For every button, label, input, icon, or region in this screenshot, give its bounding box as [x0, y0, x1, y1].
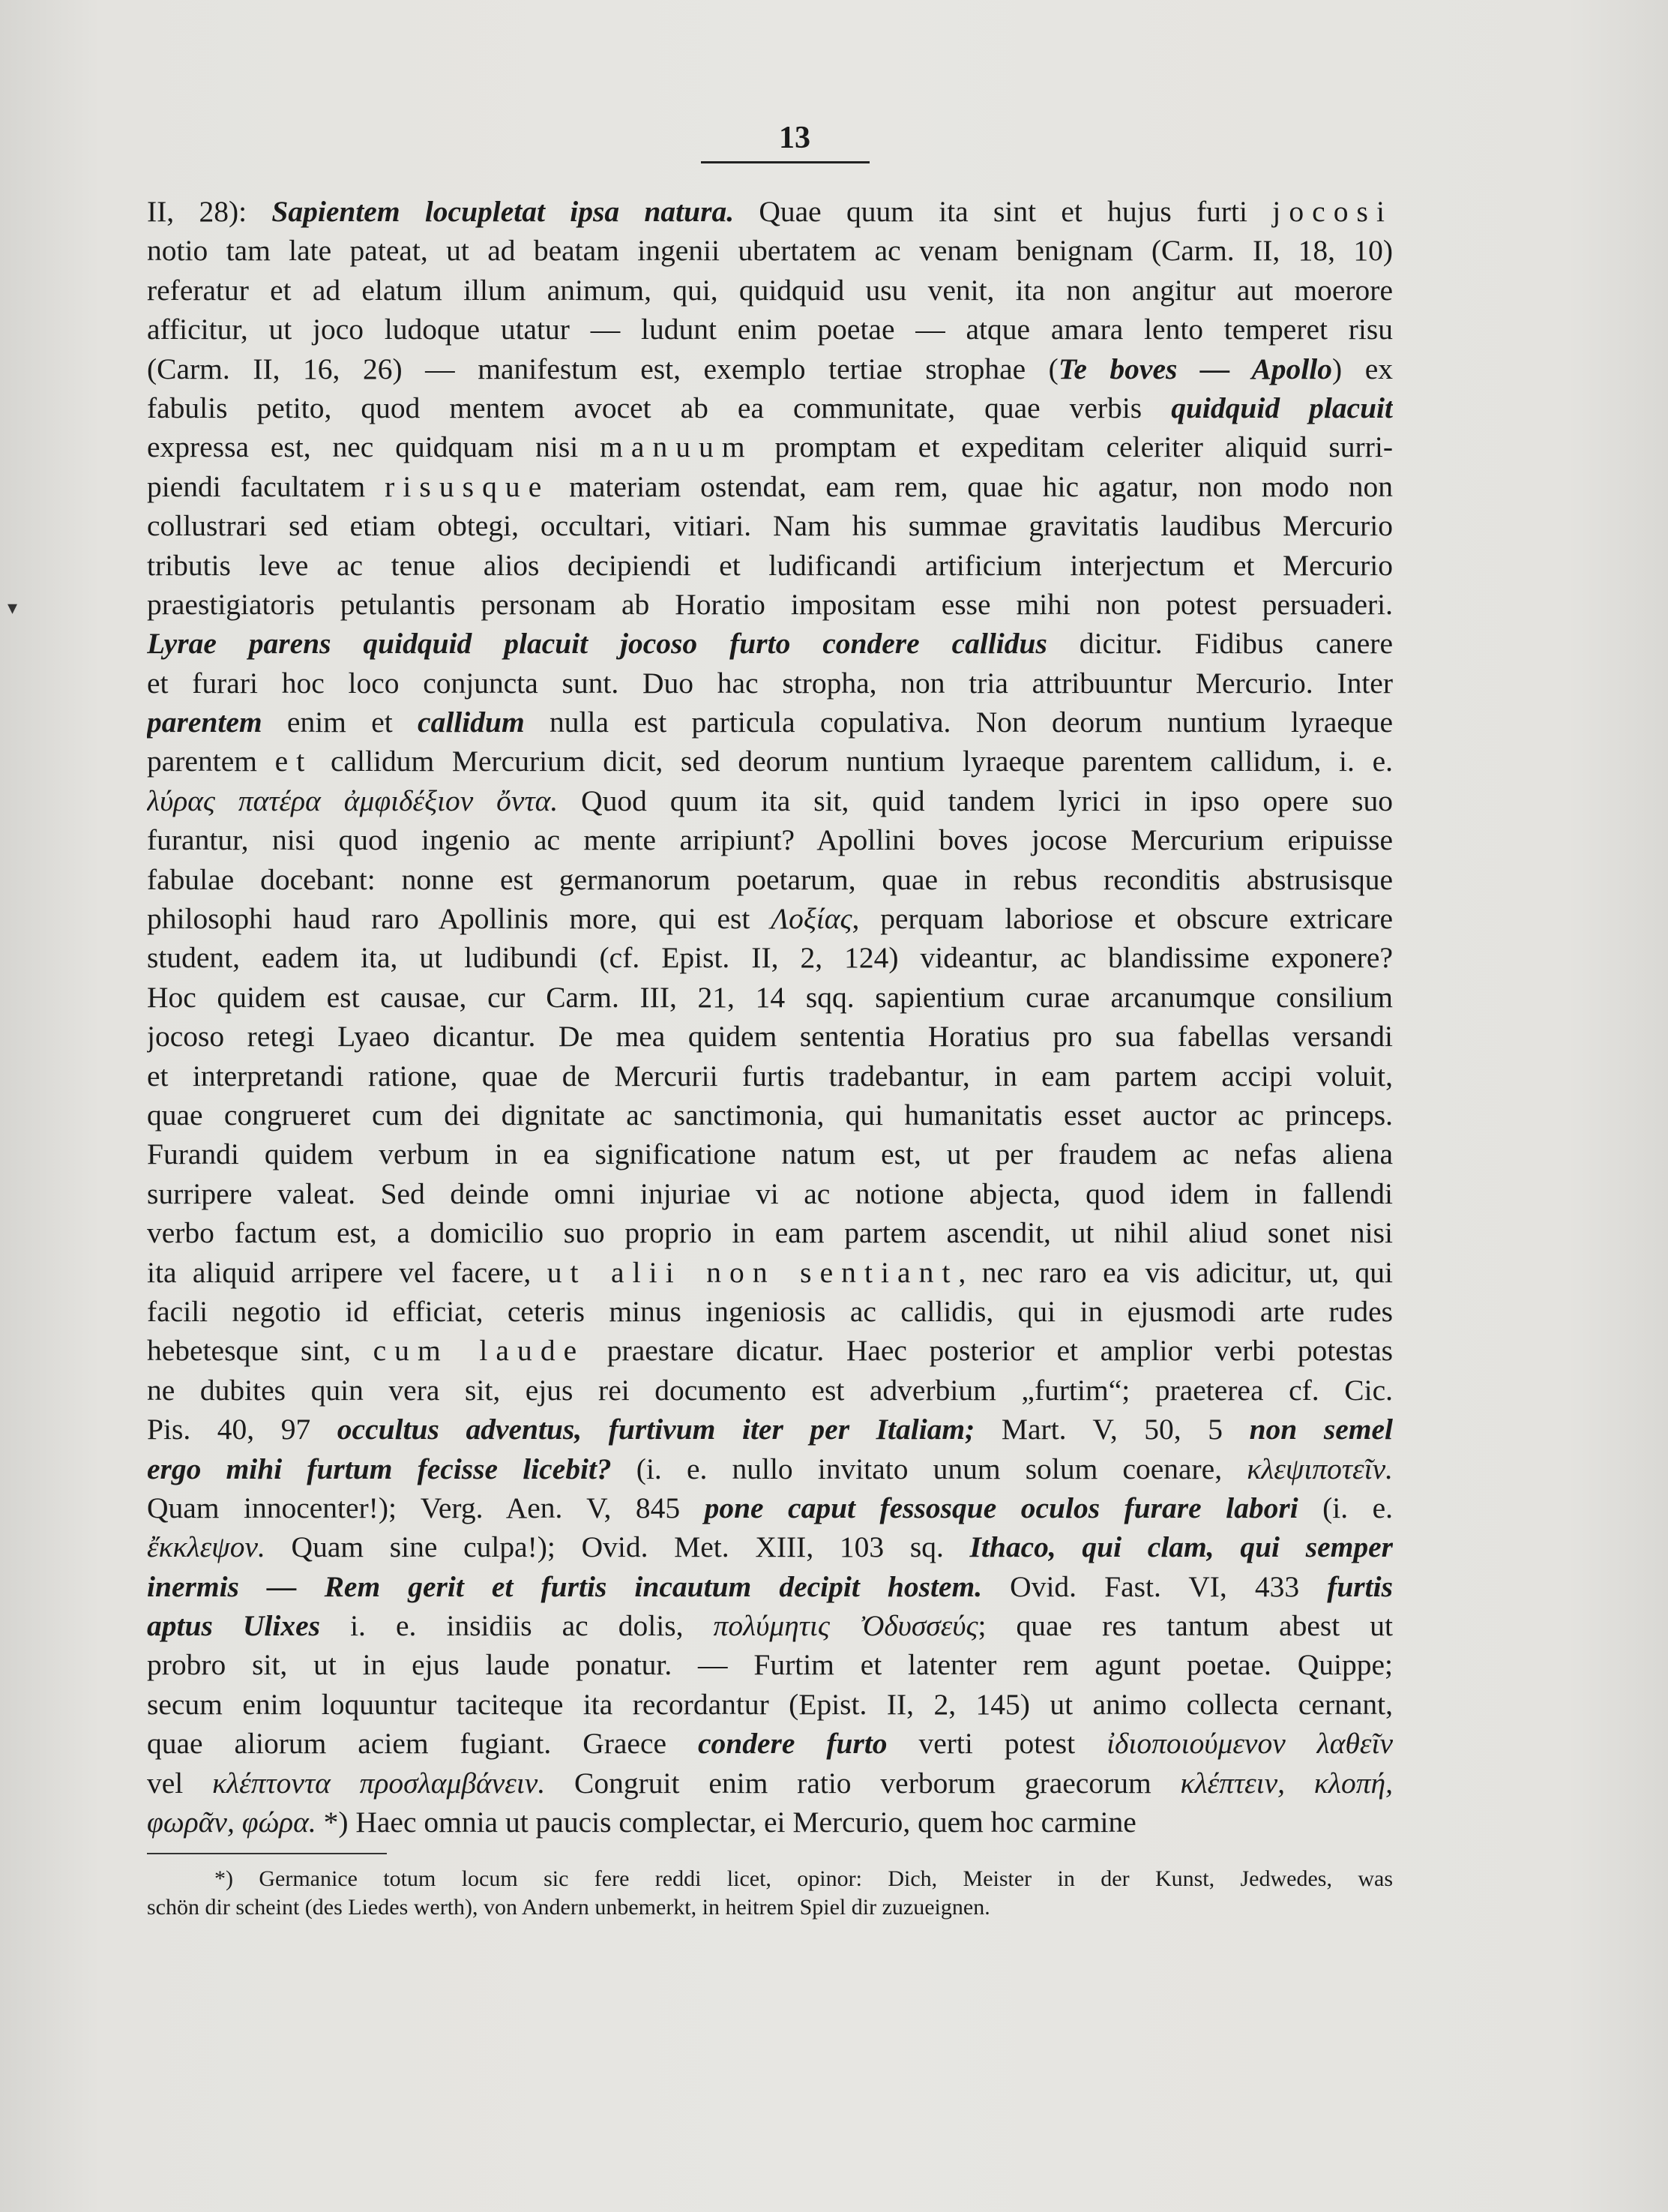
text-run: Furandi quidem verbum in ea significatione natum est, ut per fraudem ac nefas aliena [147, 1137, 1393, 1171]
text-run: II, 28): [147, 195, 272, 228]
text-line [147, 1096, 1393, 1134]
greek-text: λύρας πατέρα ἀμφιδέξιον ὄντα. [147, 784, 558, 817]
text-run: ne dubites quin vera sit, ejus rei documento est adverbium „furtim“; praeterea cf. Cic. [147, 1373, 1393, 1407]
text-line [147, 664, 1393, 703]
text-run: parentem [147, 745, 275, 778]
text-run: Congruit enim ratio verborum graecorum [545, 1766, 1181, 1800]
text-line [147, 1645, 1393, 1684]
emphasized-text: Lyrae parens quidquid placuit jocoso furto condere callidus [147, 627, 1047, 661]
text-line [147, 1724, 1393, 1763]
text-run: ) ex [1332, 352, 1393, 385]
text-line [147, 742, 1393, 781]
text-line [147, 388, 1393, 427]
text-run: collustrari sed etiam obtegi, occultari, vitiari. Nam his summae gravitatis laudibus Mercurio [147, 509, 1393, 543]
text-run: *) Haec omnia ut paucis complectar, ei Mercurio, quem hoc carmine [316, 1806, 1136, 1839]
emphasized-text: aptus Ulixes [147, 1609, 321, 1643]
emphasized-text: Sapientem locupletat ipsa natura. [271, 195, 735, 228]
text-run: Quam sine culpa!); Ovid. Met. XIII, 103 sq. [265, 1530, 970, 1564]
text-run: promptam et expeditam celeriter aliquid surri- [753, 430, 1393, 464]
spaced-text: cum laude [373, 1334, 585, 1368]
text-line [147, 624, 1393, 663]
text-run: , perquam laboriose et obscure extricare [852, 902, 1393, 936]
text-run: secum enim loquuntur taciteque ita recordantur (Epist. II, 2, 145) ut animo collecta cernant, [147, 1687, 1393, 1721]
text-run: jocoso retegi Lyaeo dicantur. De mea quidem sententia Horatius pro sua fabellas versandi [147, 1020, 1393, 1054]
greek-text: φωρᾶν, φώρα. [147, 1806, 316, 1839]
text-run: afficitur, ut joco ludoque utatur — ludunt enim poetae — atque amara lento temperet risu [147, 313, 1393, 346]
spaced-text: ut alii non sentiant [547, 1255, 959, 1289]
text-run: et furari hoc loco conjuncta sunt. Duo hac stropha, non tria attribuuntur Mercurio. Inter [147, 666, 1393, 700]
text-run: facili negotio id efficiat, ceteris minus ingeniosis ac callidis, qui in ejusmodi arte rudes [147, 1294, 1393, 1328]
text-run: vel [147, 1766, 213, 1800]
text-line [147, 1764, 1393, 1803]
emphasized-text: inermis — Rem gerit et furtis incautum decipit hostem. [147, 1569, 983, 1603]
text-line [147, 506, 1393, 545]
text-line [147, 585, 1393, 624]
text-line [147, 427, 1393, 466]
text-run: tributis leve ac tenue alios decipiendi et ludificandi artificium interjectum et Mercurio [147, 548, 1393, 582]
text-line [147, 231, 1393, 270]
greek-text: Λοξίας [771, 902, 852, 936]
text-run: praestare dicatur. Haec posterior et amplior verbi potestas [585, 1334, 1393, 1368]
text-line [147, 546, 1393, 585]
text-run: , nec raro ea vis adicitur, ut, qui [958, 1255, 1393, 1289]
text-run: Quae quum ita sint et hujus furti [734, 195, 1273, 228]
text-line [147, 1685, 1393, 1724]
emphasized-text: furtis [1327, 1569, 1393, 1603]
text-run: (Carm. II, 16, 26) — manifestum est, exemplo tertiae strophae ( [147, 352, 1059, 385]
text-line [147, 1174, 1393, 1213]
text-line [147, 978, 1393, 1017]
text-run: piendi facultatem [147, 469, 385, 503]
text-run: enim et [262, 706, 418, 739]
text-line [147, 703, 1393, 742]
text-line [147, 271, 1393, 310]
text-line [147, 310, 1393, 349]
greek-text: κλεψιποτεῖν. [1247, 1452, 1393, 1485]
text-run: quae congrueret cum dei dignitate ac sanctimonia, qui humanitatis esset auctor ac princeps. [147, 1098, 1393, 1131]
page-number: 13 [779, 121, 810, 155]
text-run: fabulae docebant: nonne est germanorum poetarum, quae in rebus reconditis abstrusisque [147, 862, 1393, 896]
text-run: verbo factum est, a domicilio suo proprio in eam partem ascendit, ut nihil aliud sonet nisi [147, 1216, 1393, 1250]
text-run: student, eadem ita, ut ludibundi (cf. Epist. II, 2, 124) videantur, ac blandissime exponere? [147, 941, 1393, 975]
text-run: Mart. V, 50, 5 [975, 1413, 1250, 1446]
greek-text: κλέπτειν, κλοπή, [1180, 1766, 1393, 1800]
text-run: materiam ostendat, eam rem, quae hic agatur, non modo non [550, 469, 1393, 503]
text-run: referatur et ad elatum illum animum, qui, quidquid usu venit, ita non angitur aut moerore [147, 273, 1393, 307]
text-line [147, 1371, 1393, 1410]
greek-text: ἰδιοποιούμενον λαθεῖν [1107, 1727, 1393, 1761]
text-line [147, 1292, 1393, 1331]
footnote-rule [147, 1853, 387, 1854]
footnote-line: schön dir scheint (des Liedes werth), von Andern unbemerkt, in heitrem Spiel dir zuzueignen. [147, 1894, 990, 1920]
text-line [147, 781, 1393, 820]
emphasized-text: quidquid placuit [1171, 391, 1393, 424]
text-run: (i. e. [1298, 1491, 1393, 1524]
footnote [147, 1865, 1393, 1922]
text-run: (i. e. nullo invitato unum solum coenare, [611, 1452, 1247, 1485]
text-run: fabulis petito, quod mentem avocet ab ea communitate, quae verbis [147, 391, 1172, 424]
text-line [147, 1527, 1393, 1566]
margin-mark: ▾ [7, 597, 18, 619]
text-line [147, 1057, 1393, 1096]
emphasized-text: callidum [418, 706, 525, 739]
text-line [147, 1253, 1393, 1292]
text-run: nulla est particula copulativa. Non deorum nuntium lyraeque [524, 706, 1393, 739]
text-line [147, 1213, 1393, 1252]
text-run: Quod quum ita sit, quid tandem lyrici in ipso opere suo [558, 784, 1393, 817]
page-number-rule [701, 161, 870, 163]
text-line [147, 899, 1393, 938]
text-line [147, 349, 1393, 388]
text-line [147, 1410, 1393, 1449]
text-run: ita aliquid arripere vel facere, [147, 1255, 547, 1289]
text-run: praestigiatoris petulantis personam ab Horatio impositam esse mihi non potest persuaderi. [147, 587, 1393, 621]
text-run: verti potest [887, 1727, 1107, 1761]
text-run: quae aliorum aciem fugiant. Graece [147, 1727, 698, 1761]
text-line [147, 860, 1393, 899]
footnote-line: *) Germanice totum locum sic fere reddi licet, opinor: Dich, Meister in der Kunst, Jedwedes, was [214, 1866, 1393, 1891]
text-run: i. e. insidiis ac dolis, [320, 1609, 714, 1643]
emphasized-text: ergo mihi furtum fecisse licebit? [147, 1452, 612, 1485]
greek-text: κλέπτοντα προσλαμβάνειν. [212, 1766, 546, 1800]
text-line [147, 1803, 1393, 1842]
text-line [147, 1488, 1393, 1527]
text-line [147, 820, 1393, 859]
spaced-text: et [274, 745, 313, 778]
text-run: notio tam late pateat, ut ad beatam ingenii ubertatem ac venam benignam (Carm. II, 18, 10) [147, 234, 1393, 268]
emphasized-text: parentem [147, 706, 262, 739]
greek-text: πολύμητις Ὀδυσσεύς [713, 1609, 978, 1643]
text-line [147, 1449, 1393, 1488]
emphasized-text: pone caput fessosque oculos furare labori [704, 1491, 1298, 1524]
text-run: Quam innocenter!); Verg. Aen. V, 845 [147, 1491, 705, 1524]
text-run: surripere valeat. Sed deinde omni injuriae vi ac notione abjecta, quod idem in fallendi [147, 1176, 1393, 1210]
text-line [147, 938, 1393, 977]
emphasized-text: Ithaco, qui clam, qui semper [969, 1530, 1393, 1564]
text-line [147, 1134, 1393, 1173]
text-line [147, 467, 1393, 506]
text-run: expressa est, nec quidquam nisi [147, 430, 600, 464]
emphasized-text: Te boves — Apollo [1058, 352, 1333, 385]
text-line [147, 1567, 1393, 1606]
text-run: furantur, nisi quod ingenio ac mente arripiunt? Apollini boves jocose Mercurium eripuisse [147, 823, 1393, 857]
spaced-text: jocosi [1272, 195, 1393, 228]
text-run: ; quae res tantum abest ut [978, 1609, 1393, 1643]
text-line [147, 1606, 1393, 1645]
text-run: philosophi haud raro Apollinis more, qui est [147, 902, 771, 936]
text-run: hebetesque sint, [147, 1334, 373, 1368]
greek-text: ἔκκλεψον. [147, 1530, 265, 1564]
body-text [147, 192, 1393, 1842]
text-run: et interpretandi ratione, quae de Mercurii furtis tradebantur, in eam partem accipi voluit, [147, 1059, 1393, 1093]
text-run: Ovid. Fast. VI, 433 [982, 1569, 1328, 1603]
emphasized-text: non semel [1249, 1413, 1393, 1446]
text-run: probro sit, ut in ejus laude ponatur. — Furtim et latenter rem agunt poetae. Quippe; [147, 1648, 1393, 1682]
text-run: Pis. 40, 97 [147, 1413, 337, 1446]
emphasized-text: occultus adventus, furtivum iter per Italiam; [337, 1413, 975, 1446]
text-run: dicitur. Fidibus canere [1047, 627, 1393, 661]
text-run: Hoc quidem est causae, cur Carm. III, 21, 14 sqq. sapientium curae arcanumque consilium [147, 980, 1393, 1014]
text-line [147, 1017, 1393, 1056]
emphasized-text: condere furto [697, 1727, 888, 1761]
spaced-text: manuum [600, 430, 753, 464]
text-line [147, 192, 1393, 231]
spaced-text: risusque [385, 469, 550, 503]
text-run: callidum Mercurium dicit, sed deorum nuntium lyraeque parentem callidum, i. e. [313, 745, 1393, 778]
text-line [147, 1331, 1393, 1370]
